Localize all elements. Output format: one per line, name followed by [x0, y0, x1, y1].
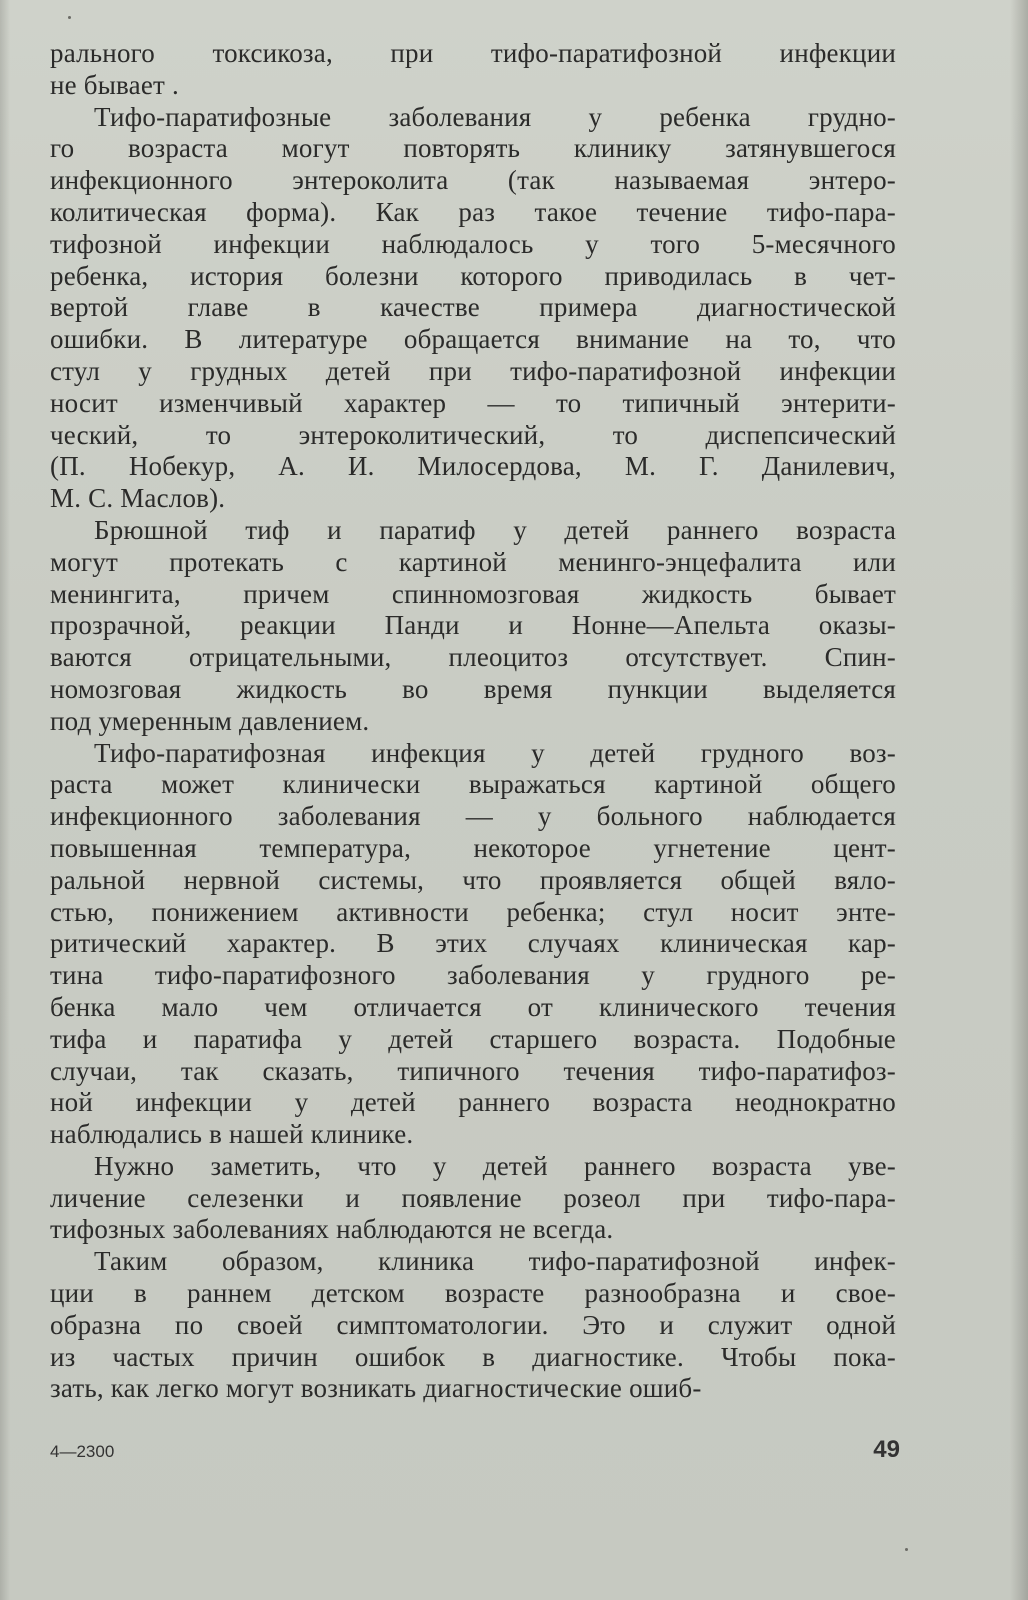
text-line: тифозных заболеваниях наблюдаются не всегда. — [50, 1214, 614, 1245]
paragraph — [50, 738, 896, 1151]
text-line: стью, понижением активности ребенка; стул носит энте- — [50, 896, 896, 927]
text-line: ошибки. В литературе обращается внимание на то, что — [50, 324, 896, 355]
text-line: могут протекать с картиной менинго-энцефалита или — [50, 546, 896, 577]
text-line: рального токсикоза, при тифо-паратифозной инфекции — [50, 38, 896, 68]
page-edge-shadow-right — [1010, 0, 1028, 1600]
text-line: вертой главе в качестве примера диагностической — [50, 292, 896, 323]
text-line: тифозной инфекции наблюдалось у того 5-месячного — [50, 228, 896, 259]
text-line: инфекционного энтероколита (так называемая энтеро- — [50, 165, 896, 196]
text-line: повышенная температура, некоторое угнетение цент- — [50, 832, 896, 863]
text-line: колитическая форма). Как раз такое течение тифо-пара- — [50, 196, 896, 227]
paragraph — [50, 102, 896, 515]
text-line: менингита, причем спинномозговая жидкость бывает — [50, 578, 896, 609]
text-line: номозговая жидкость во время пункции выделяется — [50, 673, 896, 704]
page-edge-shadow-left — [0, 0, 10, 1600]
print-speck — [68, 16, 71, 19]
text-line: прозрачной, реакции Панди и Нонне—Апельта оказы- — [50, 610, 896, 641]
text-line: личение селезенки и появление розеол при тифо-пара- — [50, 1182, 896, 1213]
text-line: ральной нервной системы, что проявляется общей вяло- — [50, 864, 896, 895]
text-line: Тифо-паратифозная инфекция у детей грудного воз- — [94, 737, 896, 768]
text-line: (П. Нобекур, А. И. Милосердова, М. Г. Данилевич, — [50, 451, 896, 482]
text-line: го возраста могут повторять клинику затянувшегося — [50, 133, 896, 164]
text-line: раста может клинически выражаться картиной общего — [50, 769, 896, 800]
text-line: Брюшной тиф и паратиф у детей раннего возраста — [94, 514, 896, 545]
text-line: ритический характер. В этих случаях клиническая кар- — [50, 928, 896, 959]
text-line: ваются отрицательными, плеоцитоз отсутствует. Спин- — [50, 642, 896, 673]
text-line: ции в раннем детском возрасте разнообразна и свое- — [50, 1278, 896, 1309]
text-line: под умеренным давлением. — [50, 705, 370, 736]
page-number: 49 — [873, 1436, 900, 1463]
text-line: ребенка, история болезни которого приводилась в чет- — [50, 260, 896, 291]
paragraph — [50, 38, 896, 102]
body-text — [50, 38, 896, 1405]
text-line: из частых причин ошибок в диагностике. Чтобы пока- — [50, 1341, 896, 1372]
text-line: зать, как легко могут возникать диагностические ошиб- — [50, 1373, 702, 1404]
text-line: случаи, так сказать, типичного течения тифо-паратифоз- — [50, 1055, 896, 1086]
text-line: М. С. Маслов). — [50, 483, 226, 514]
text-line: ной инфекции у детей раннего возраста неоднократно — [50, 1087, 896, 1118]
text-line: не бывает . — [50, 69, 179, 100]
page-footer — [50, 1436, 900, 1470]
paragraph — [50, 1246, 896, 1405]
paragraph — [50, 515, 896, 738]
text-line: тина тифо-паратифозного заболевания у грудного ре- — [50, 960, 896, 991]
text-line: носит изменчивый характер — то типичный энтерити- — [50, 387, 896, 418]
text-line: тифа и паратифа у детей старшего возраста. Подобные — [50, 1023, 896, 1054]
text-line: Тифо-паратифозные заболевания у ребенка грудно- — [94, 101, 896, 132]
text-line: образна по своей симптоматологии. Это и служит одной — [50, 1309, 896, 1340]
text-line: бенка мало чем отличается от клинического течения — [50, 991, 896, 1022]
text-line: ческий, то энтероколитический, то диспепсический — [50, 419, 896, 450]
print-speck — [905, 1548, 908, 1551]
text-line: Таким образом, клиника тифо-паратифозной инфек- — [94, 1246, 896, 1277]
text-line: наблюдались в нашей клинике. — [50, 1119, 414, 1150]
text-line: Нужно заметить, что у детей раннего возраста уве- — [94, 1150, 896, 1181]
paragraph — [50, 1151, 896, 1246]
printer-signature: 4—2300 — [50, 1442, 115, 1461]
text-line: стул у грудных детей при тифо-паратифозной инфекции — [50, 355, 896, 386]
text-line: инфекционного заболевания — у больного наблюдается — [50, 801, 896, 832]
